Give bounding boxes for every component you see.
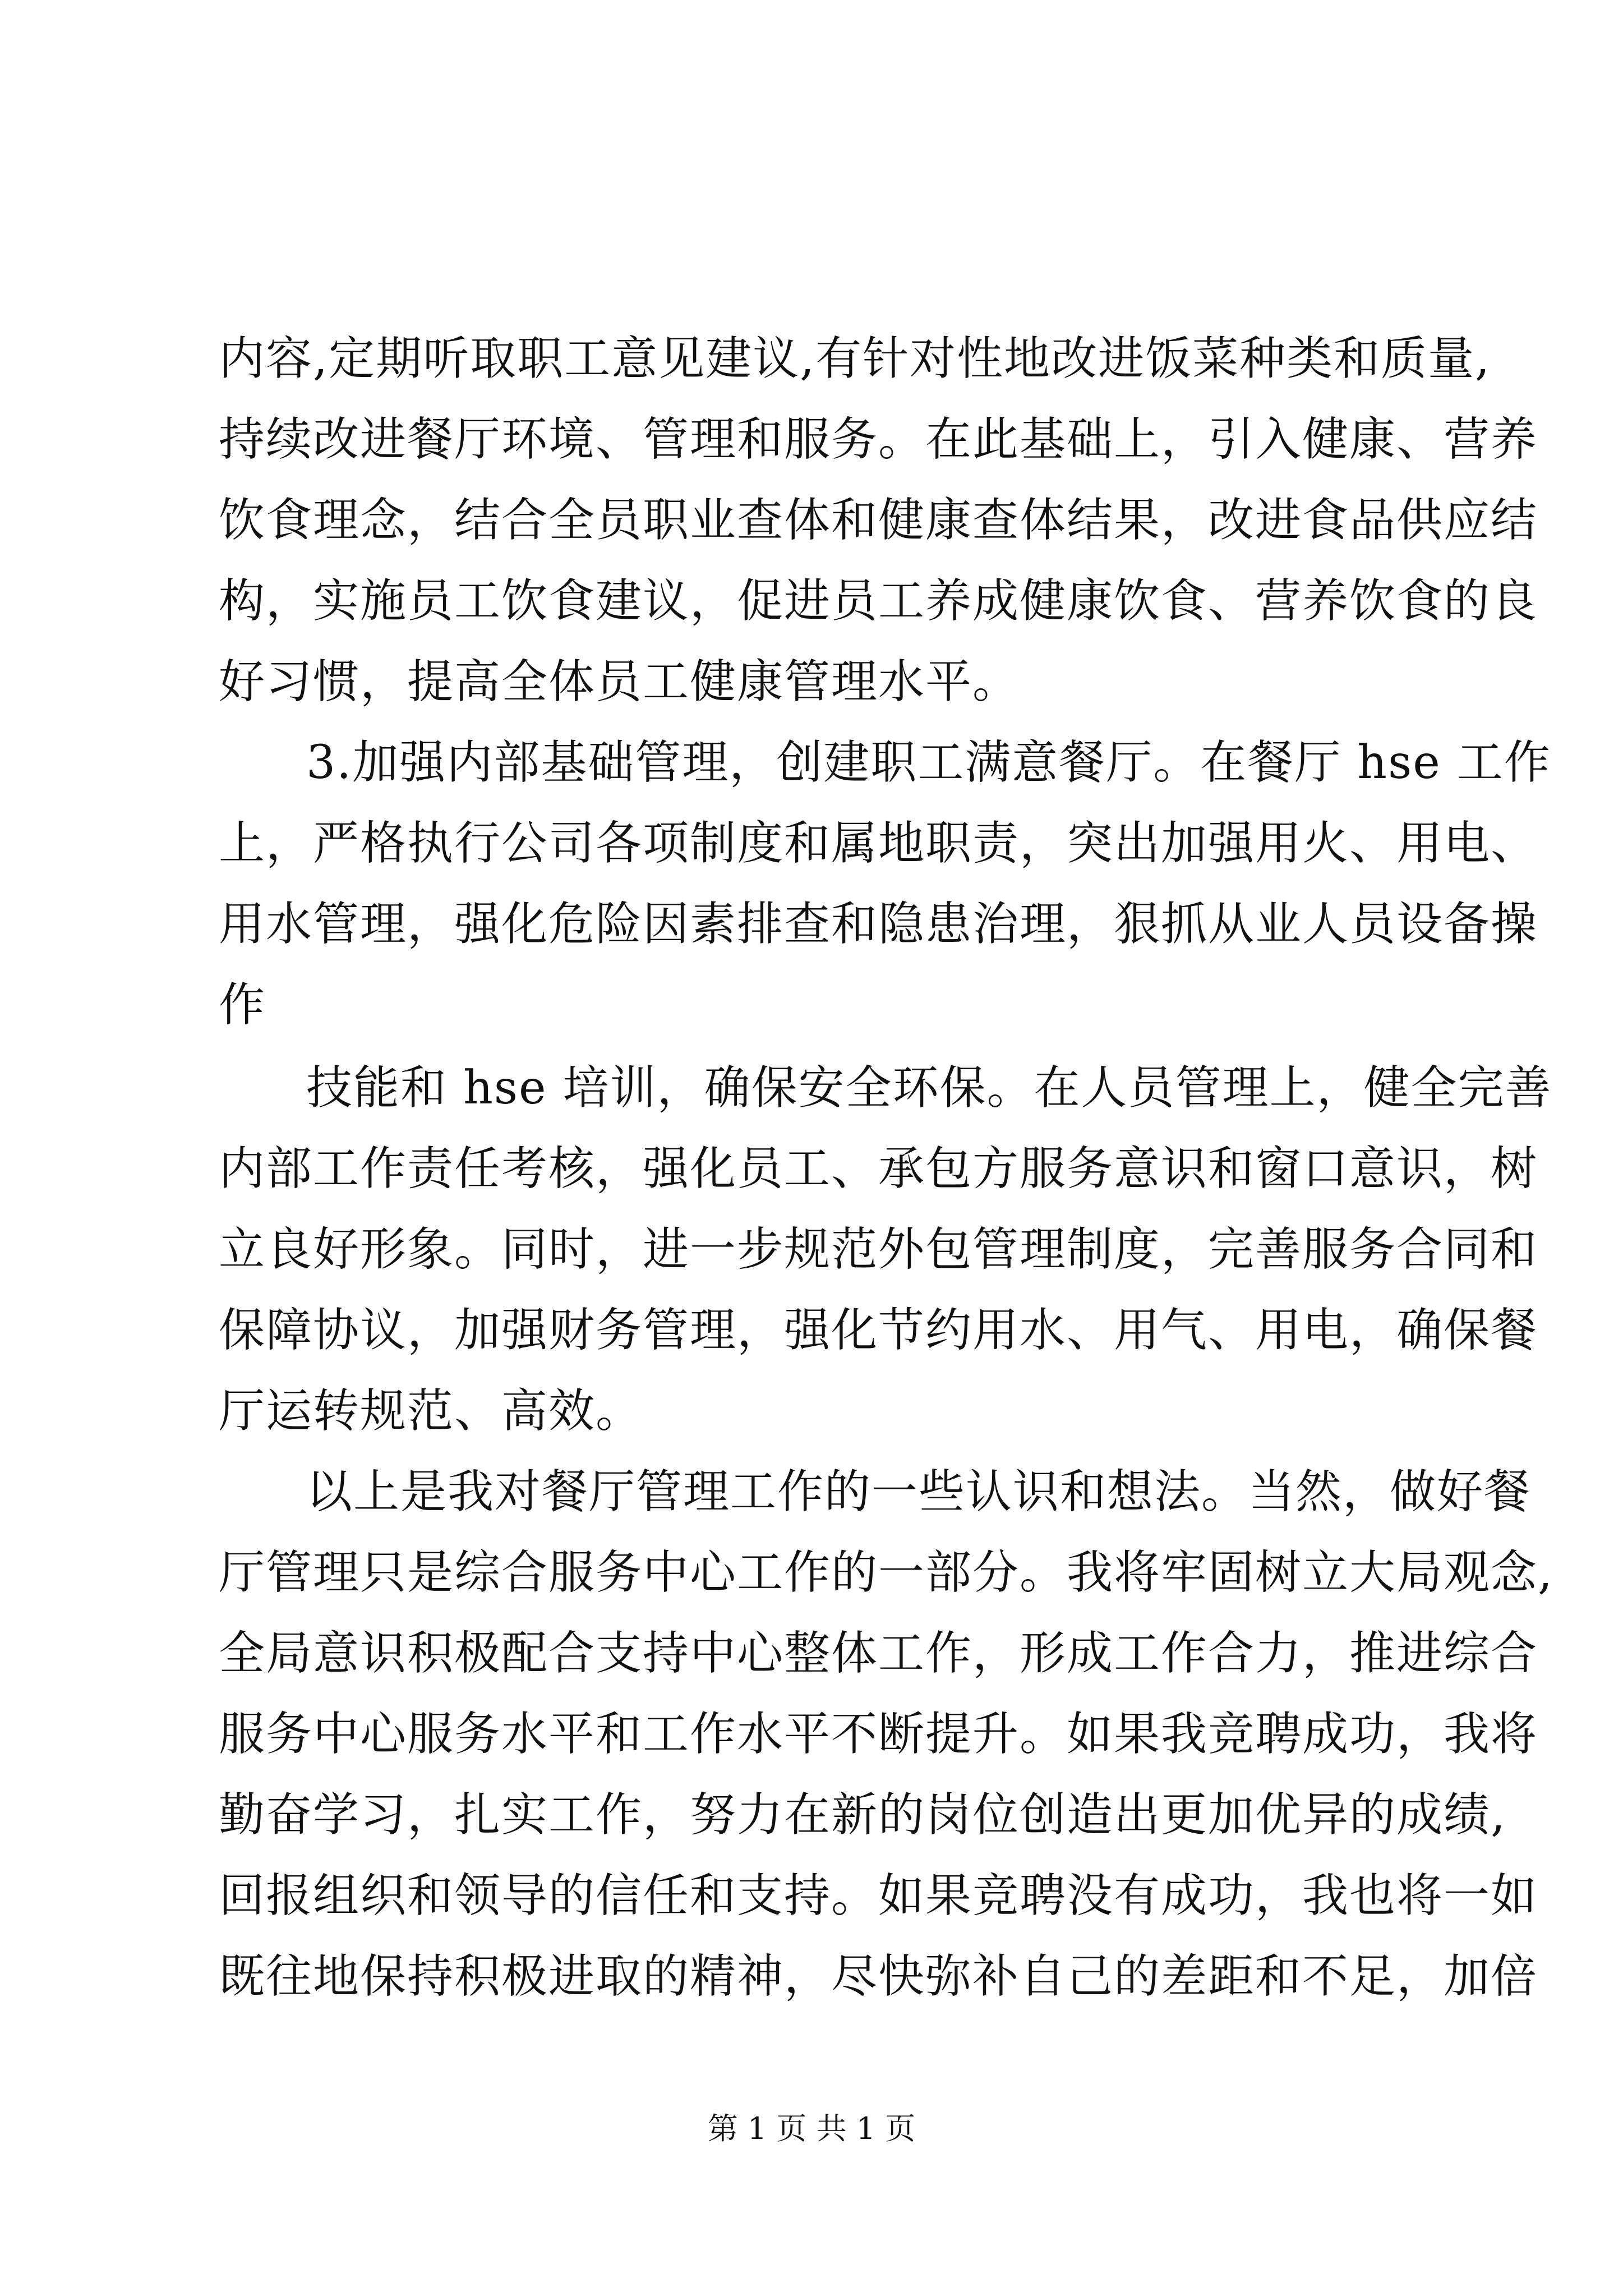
text-line: 作 <box>219 978 266 1032</box>
text-line: 厅管理只是综合服务中心工作的一部分。我将牢固树立大局观念, <box>219 1546 1554 1599</box>
text-line: 勤奋学习，扎实工作，努力在新的岗位创造出更加优异的成绩, <box>219 1788 1507 1842</box>
text-line: 既往地保持积极进取的精神，尽快弥补自己的差距和不足，加倍 <box>219 1950 1538 2003</box>
text-line: 全局意识积极配合支持中心整体工作，形成工作合力，推进综合 <box>219 1627 1538 1680</box>
text-line: 回报组织和领导的信任和支持。如果竞聘没有成功，我也将一如 <box>219 1869 1538 1922</box>
text-line: 饮食理念，结合全员职业查体和健康查体结果，改进食品供应结 <box>219 494 1538 547</box>
text-line: 上，严格执行公司各项制度和属地职责，突出加强用火、用电、 <box>219 817 1538 870</box>
text-line: 用水管理，强化危险因素排查和隐患治理，狠抓从业人员设备操 <box>219 898 1538 951</box>
text-line: 内容,定期听取职工意见建议,有针对性地改进饭菜种类和质量, <box>219 332 1491 385</box>
text-line: 构，实施员工饮食建议，促进员工养成健康饮食、营养饮食的良 <box>219 574 1538 628</box>
text-line: 以上是我对餐厅管理工作的一些认识和想法。当然，做好餐 <box>306 1465 1532 1519</box>
text-line: 技能和 hse 培训，确保安全环保。在人员管理上，健全完善 <box>306 1061 1552 1115</box>
text-line: 3.加强内部基础管理，创建职工满意餐厅。在餐厅 hse 工作 <box>306 736 1551 789</box>
text-line: 内部工作责任考核，强化员工、承包方服务意识和窗口意识，树 <box>219 1142 1538 1195</box>
text-line: 服务中心服务水平和工作水平不断提升。如果我竞聘成功，我将 <box>219 1708 1538 1761</box>
text-line: 持续改进餐厅环境、管理和服务。在此基础上，引入健康、营养 <box>219 413 1538 466</box>
text-line: 立良好形象。同时，进一步规范外包管理制度，完善服务合同和 <box>219 1223 1538 1276</box>
text-line: 保障协议，加强财务管理，强化节约用水、用气、用电，确保餐 <box>219 1304 1538 1357</box>
text-line: 好习惯，提高全体员工健康管理水平。 <box>219 655 1020 708</box>
text-line: 厅运转规范、高效。 <box>219 1384 643 1438</box>
page-footer: 第 1 页 共 1 页 <box>707 2111 916 2146</box>
